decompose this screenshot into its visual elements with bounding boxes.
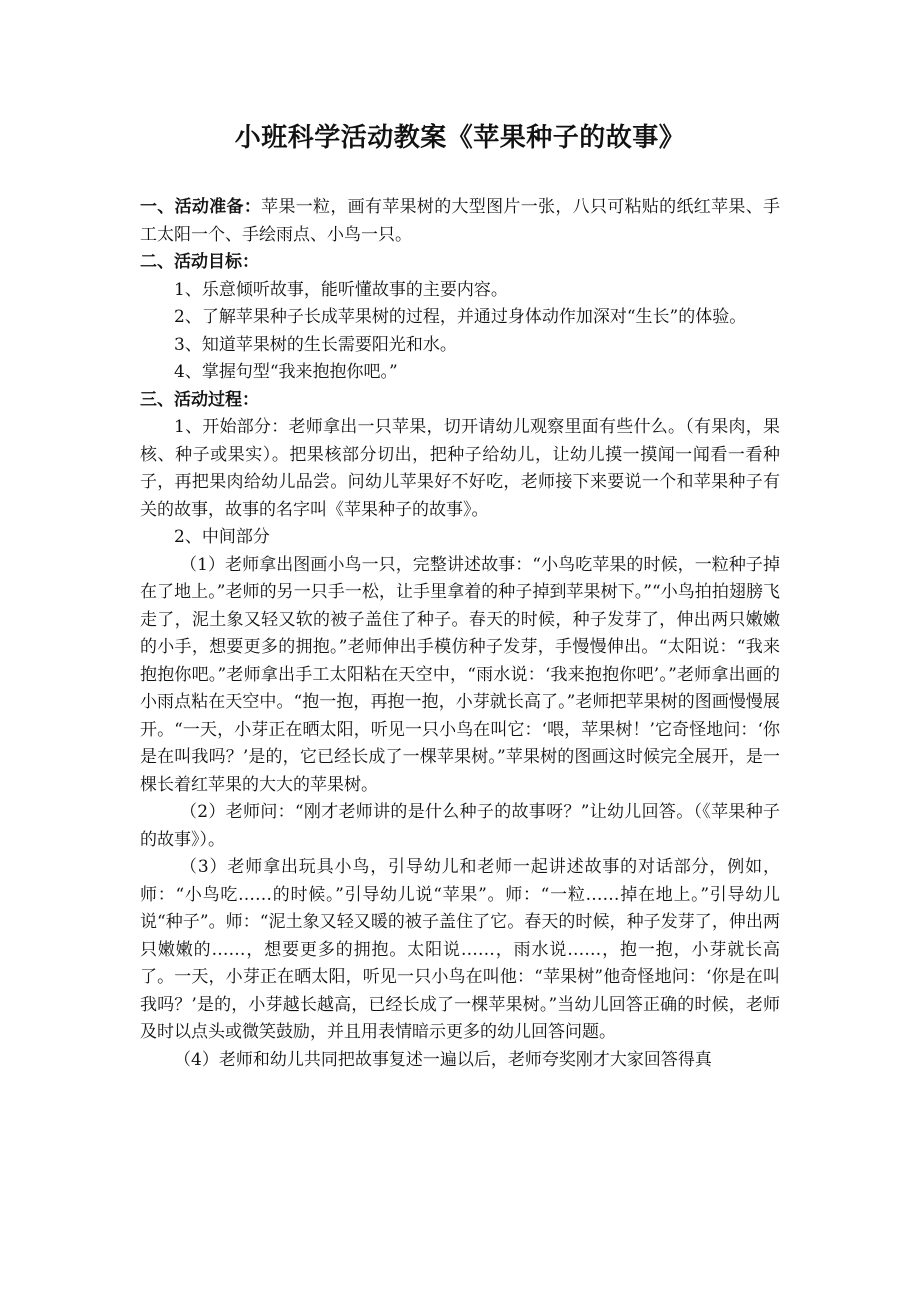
process-paragraph: （4）老师和幼儿共同把故事复述一遍以后，老师夸奖刚才大家回答得真 [174, 1049, 712, 1070]
section-heading-goals: 二、活动目标： [140, 252, 259, 272]
section-heading-process: 三、活动过程： [140, 389, 259, 410]
process-paragraph: 2、中间部分 [174, 527, 270, 547]
document-page [140, 118, 780, 1074]
process-paragraph: （1）老师拿出图画小鸟一只，完整讲述故事：“小鸟吃苹果的时候，一粒种子掉在了地上。”老师的另一只手一松，让手里拿着的种子掉到苹果树下。”“小鸟拍拍翅膀飞走了，泥土象又轻又软的被子盖住了种子。春天的时候，种子发芽了，伸出两只嫩嫩的小手，想要更多的拥抱。”老师伸出手模仿种子发芽，手慢慢伸出。“太阳说：“我来抱抱你吧。”老师拿出手工太阳粘在天空中，“雨水说：‘我来抱抱你吧’。”老师拿出画的小雨点粘在天空中。“抱一抱，再抱一抱，小芽就长高了。”老师把苹果树的图画慢慢展开。“一天，小芽正在晒太阳，听见一只小鸟在叫它：‘喂，苹果树！’它奇怪地问：‘你是在叫我吗？’是的，它已经长成了一棵苹果树。”苹果树的图画这时候完全展开，是一棵长着红苹果的大大的苹果树。 [140, 554, 780, 795]
section-text-preparation: 苹果一粒，画有苹果树的大型图片一张，八只可粘贴的纸红苹果、手工太阳一个、手绘雨点、小鸟一只。 [140, 197, 781, 245]
goal-item: 1、乐意倾听故事，能听懂故事的主要内容。 [174, 279, 508, 300]
goal-item: 3、知道苹果树的生长需要阳光和水。 [174, 334, 457, 355]
process-paragraph: （2）老师问：“刚才老师讲的是什么种子的故事呀？”让幼儿回答。（《苹果种子的故事》）。 [140, 802, 780, 850]
section-heading-preparation: 一、活动准备： [140, 197, 262, 217]
page-title: 小班科学活动教案《苹果种子的故事》 [234, 123, 686, 153]
goal-item: 2、了解苹果种子长成苹果树的过程，并通过身体动作加深对“生长”的体验。 [174, 307, 747, 327]
process-paragraph: 1、开始部分：老师拿出一只苹果，切开请幼儿观察里面有些什么。（有果肉，果核、种子或果实）。把果核部分切出，把种子给幼儿，让幼儿摸一摸闻一闻看一看种子，再把果肉给幼儿品尝。问幼儿苹果好不好吃，老师接下来要说一个和苹果种子有关的故事，故事的名字叫《苹果种子的故事》。 [140, 417, 780, 520]
goal-item: 4、掌握句型“我来抱抱你吧。” [174, 362, 398, 382]
section-preparation [140, 194, 780, 249]
process-paragraph: （3）老师拿出玩具小鸟，引导幼儿和老师一起讲述故事的对话部分，例如，师：“小鸟吃……的时候。”引导幼儿说“苹果”。师：“一粒……掉在地上。”引导幼儿说“种子”。师：“泥土象又轻又暖的被子盖住了它。春天的时候，种子发芽了，伸出两只嫩嫩的……，想要更多的拥抱。太阳说……，雨水说……，抱一抱，小芽就长高了。一天，小芽正在晒太阳，听见一只小鸟在叫他：“苹果树”他奇怪地问：‘你是在叫我吗？’是的，小芽越长越高，已经长成了一棵苹果树。”当幼儿回答正确的时候，老师及时以点头或微笑鼓励，并且用表情暗示更多的幼儿回答问题。 [140, 857, 780, 1042]
